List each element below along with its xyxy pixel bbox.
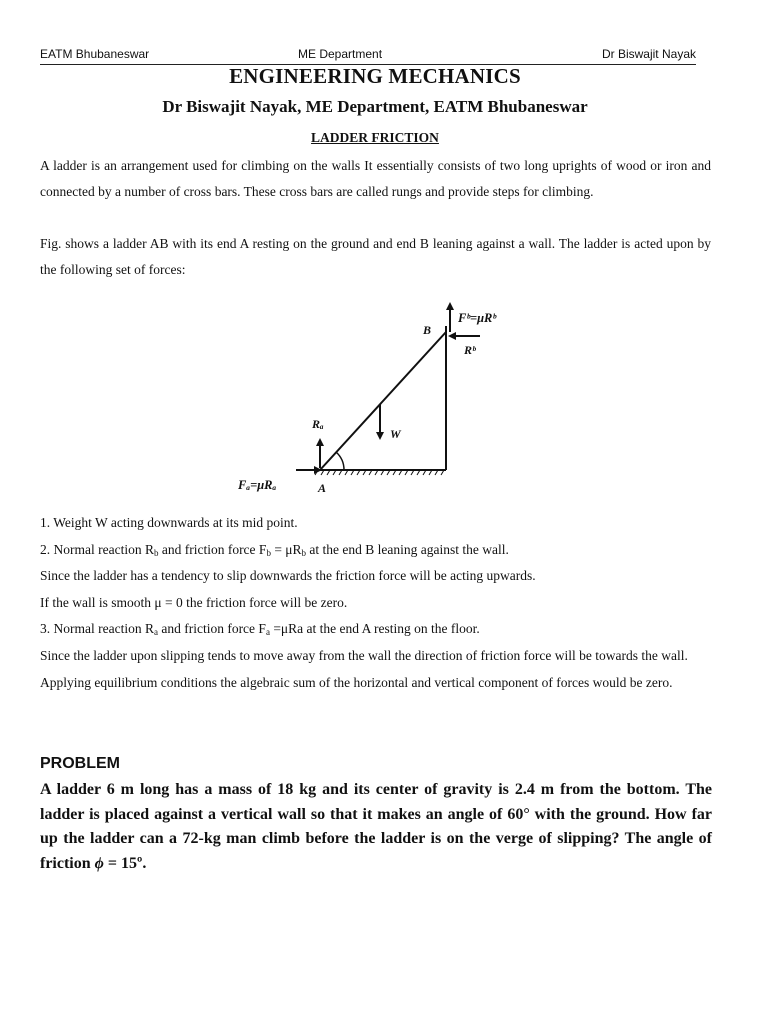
- label-ra: Rₐ: [312, 417, 324, 431]
- label-a: A: [318, 481, 327, 495]
- label-b: B: [423, 323, 432, 337]
- phi-symbol: ϕ: [94, 854, 104, 872]
- ladder-line: [320, 332, 446, 470]
- document-title: ENGINEERING MECHANICS: [229, 64, 521, 88]
- list-line-7: Applying equilibrium conditions the algebraic sum of the horizontal and vertical component of forces would be zero.: [40, 674, 673, 690]
- list-item-3: 3. Normal reaction $R_a$ and friction force $F_a =\mu Ra$ at the end A resting on the floor.: [40, 621, 480, 638]
- problem-heading: PROBLEM: [40, 755, 120, 772]
- section-title: LADDER FRICTION: [311, 130, 439, 145]
- page-header: [40, 46, 696, 65]
- header-right: Dr Biswajit Nayak: [601, 47, 696, 61]
- list-item-2: 2. Normal reaction $R_b$ and friction force $F_b = \mu R_b$ at the end B leaning against the wall.: [40, 541, 509, 558]
- force-list: [40, 510, 711, 696]
- list-line-3: Since the ladder has a tendency to slip downwards the friction force will be acting upwards.: [40, 568, 536, 584]
- header-left: EATM Bhubaneswar: [40, 47, 150, 61]
- label-w: W: [390, 427, 401, 441]
- label-rb: Rᵇ: [464, 343, 476, 357]
- figure-paragraph: Fig. shows a ladder AB with its end A resting on the ground and end B leaning against a wall. The ladder is acted upon by the following set of forces:: [40, 236, 711, 277]
- document-subtitle: Dr Biswajit Nayak, ME Department, EATM Bhubaneswar: [162, 97, 588, 116]
- header-center: ME Department: [298, 47, 383, 61]
- problem-text: A ladder 6 m long has a mass of 18 kg and its center of gravity is 2.4 m from the bottom. The ladder is placed against a vertical wall so that it makes an angle of 60° with the ground. How far up the ladder can a 72-kg man climb before the ladder is on the verge of slipping? The angle of friction ϕ = 15º.: [40, 781, 712, 872]
- label-fa: Fₐ=μRₐ: [238, 478, 277, 492]
- list-item-1: 1. Weight W acting downwards at its mid point.: [40, 515, 298, 530]
- list-line-4: If the wall is smooth μ = 0 the friction force will be zero.: [40, 594, 348, 610]
- label-fb: Fᵇ=μRᵇ: [458, 311, 496, 325]
- ladder-figure: [220, 292, 530, 502]
- angle-arc: [336, 452, 344, 470]
- list-line-6: Since the ladder upon slipping tends to move away from the wall the direction of friction force will be towards the wall.: [40, 647, 688, 663]
- intro-paragraph: A ladder is an arrangement used for climbing on the walls It essentially consists of two long uprights of wood or iron and connected by a number of cross bars. These cross bars are called rungs and provide steps for climbing.: [40, 158, 711, 199]
